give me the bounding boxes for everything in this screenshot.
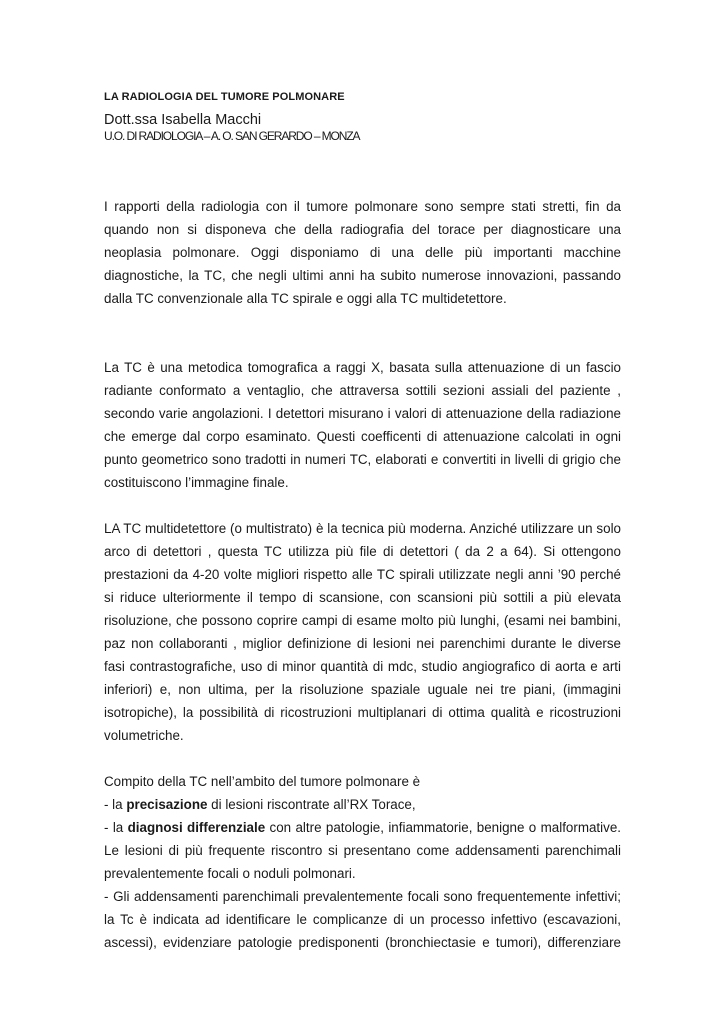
text-line: prestazioni da 4-20 volte migliori rispetto alle TC spirali utilizzate negli anni ’90 perché [104,567,621,582]
author-affiliation: U.O. DI RADIOLOGIA – A. O. SAN GERARDO – MONZA [104,129,360,143]
text-line: diagnostiche, la TC, che negli ultimi anni ha subito numerose innovazioni, passando [104,268,621,283]
text-line: risoluzione, che possono coprire campi di esame molto più lunghi, (esami nei bambini, [104,613,621,628]
paragraph-tc-role [104,770,621,954]
text-line: che emerge dal corpo esaminato. Questi coefficenti di attenuazione calcolati in ogni [104,429,621,444]
text-line: quando non si disponeva che della radiografia del torace per diagnosticare una [104,222,621,237]
text-line: I rapporti della radiologia con il tumore polmonare sono sempre stati stretti, fin da [104,199,621,214]
document-title: LA RADIOLOGIA DEL TUMORE POLMONARE [104,91,345,103]
emphasis-text: diagnosi differenziale [127,820,266,835]
text-line: neoplasia polmonare. Oggi disponiamo di una delle più importanti macchine [104,245,621,260]
text-line: Le lesioni di più frequente riscontro si presentano come addensamenti parenchimali [104,843,621,858]
text-line: LA TC multidetettore (o multistrato) è la tecnica più moderna. Anziché utilizzare un solo [104,521,621,536]
paragraph-tc-method [104,356,621,494]
text-line: Compito della TC nell’ambito del tumore polmonare è [104,774,421,789]
text-line: si riduce ulteriormente il tempo di scansione, con scansioni più sottili a più elevata [104,590,621,605]
paragraph-intro [104,195,621,310]
text-line: ascessi), evidenziare patologie predisponenti (bronchiectasie e tumori), differenziare [104,935,621,950]
text-line: paz non collaboranti , miglior definizione di lesioni nei parenchimi durante le diverse [104,636,621,651]
author-name: Dott.ssa Isabella Macchi [104,112,262,128]
text-line: costituiscono l’immagine finale. [104,475,289,490]
text-line: dalla TC convenzionale alla TC spirale e oggi alla TC multidetettore. [104,291,507,306]
text-line: la Tc è indicata ad identificare le complicanze di un processo infettivo (escavazioni, [104,912,621,927]
emphasis-text: precisazione [126,797,208,812]
text-line: arco di detettori , questa TC utilizza più file di detettori ( da 2 a 64). Si ottengono [104,544,621,559]
text-line: - Gli addensamenti parenchimali prevalentemente focali sono frequentemente infettivi; [104,889,621,904]
text-line: punto geometrico sono tradotti in numeri TC, elaborati e convertiti in livelli di grigio che [104,452,621,467]
list-item: - la precisazione di lesioni riscontrate all’RX Torace, [104,797,416,812]
text-line: volumetriche. [104,728,184,743]
paragraph-multidetector [104,517,621,747]
text-line: La TC è una metodica tomografica a raggi X, basata sulla attenuazione di un fascio [104,360,621,375]
text-line: prevalentemente focali o noduli polmonari. [104,866,356,881]
text-line: secondo varie angolazioni. I detettori misurano i valori di attenuazione della radiazione [104,406,621,421]
text-line: inferiori) e, non ultima, per la risoluzione spaziale uguale nei tre piani, (immagini [104,682,621,697]
text-line: isotropiche), la possibilità di ricostruzioni multiplanari di ottima qualità e ricostruzioni [104,705,621,720]
list-item: - la diagnosi differenziale con altre patologie, infiammatorie, benigne o malformative. [104,820,621,835]
text-line: radiante conformato a ventaglio, che attraversa sottili sezioni assiali del paziente , [104,383,621,398]
text-line: fasi contrastografiche, uso di minor quantità di mdc, studio angiografico di aorta e arti [104,659,621,674]
